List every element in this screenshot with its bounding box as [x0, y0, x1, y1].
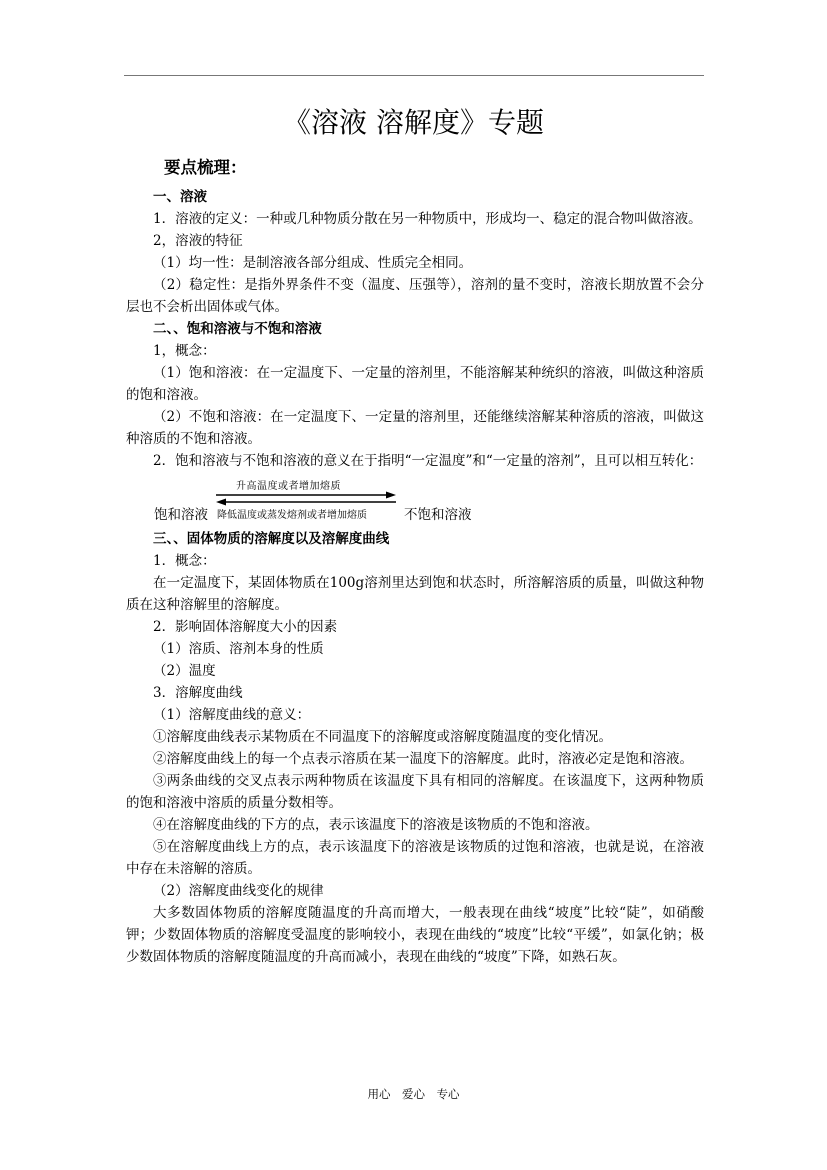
paragraph-group-1: [126, 186, 704, 472]
paragraph: ②溶解度曲线上的每一个点表示溶质在某一温度下的溶解度。此时，溶液必定是饱和溶液。: [153, 751, 693, 767]
paragraph: 1．溶液的定义：一种或几种物质分散在另一种物质中，形成均一、稳定的混合物叫做溶液。: [153, 211, 702, 227]
paragraph-group-2: [126, 528, 704, 968]
paragraph: （2）温度: [153, 663, 216, 679]
paragraph: 一、溶液: [153, 189, 207, 205]
paragraph: 1，概念：: [153, 343, 216, 359]
conversion-diagram: [126, 476, 704, 528]
paragraph: 二、、饱和溶液与不饱和溶液: [153, 321, 322, 337]
paragraph: ③两条曲线的交叉点表示两种物质在该温度下具有相同的溶解度。在该温度下，这两种物质的饱和溶液中溶质的质量分数相等。: [126, 773, 704, 811]
paragraph: （2）稳定性：是指外界条件不变（温度、压强等），溶剂的量不变时，溶液长期放置不会分层也不会析出固体或气体。: [126, 277, 704, 315]
document-title: 《溶液 溶解度》专题: [283, 106, 544, 139]
paragraph: （1）溶解度曲线的意义：: [153, 707, 311, 723]
paragraph: 2．饱和溶液与不饱和溶液的意义在于指明“一定温度”和“一定量的溶剂”，且可以相互转化：: [153, 453, 703, 469]
paragraph: 1．概念：: [153, 553, 216, 569]
diagram-bottom-label: 降低温度或蒸发熔剂或者增加熔质: [217, 510, 367, 521]
unsaturated-solution-label: 不饱和溶液: [404, 507, 472, 523]
paragraph: （2）溶解度曲线变化的规律: [153, 883, 324, 899]
header-rule: [124, 75, 704, 76]
paragraph: 3．溶解度曲线: [153, 685, 243, 701]
saturated-solution-label: 饱和溶液: [154, 507, 208, 523]
paragraph: （1）均一性：是制溶液各部分组成、性质完全相同。: [153, 255, 473, 271]
diagram-top-label: 升高温度或者增加熔质: [236, 481, 341, 492]
paragraph: 大多数固体物质的溶解度随温度的升高而增大，一般表现在曲线“坡度”比较“陡”，如硝酸钾；少数固体物质的溶解度受温度的影响较小，表现在曲线的“坡度”比较“平缓”，如氯化钠；极少数固体物质的溶解度随温度的升高而减小，表现在曲线的“坡度”下降，如熟石灰。: [126, 905, 704, 965]
paragraph: （2）不饱和溶液：在一定温度下、一定量的溶剂里，还能继续溶解某种溶质的溶液，叫做这种溶质的不饱和溶液。: [126, 409, 704, 447]
page-footer: 用心 爱心 专心: [367, 1087, 460, 1101]
paragraph: 在一定温度下，某固体物质在100g溶剂里达到饱和状态时，所溶解溶质的质量，叫做这种物质在这种溶解里的溶解度。: [126, 575, 704, 613]
paragraph: 2，溶液的特征: [153, 233, 243, 249]
paragraph: 2．影响固体溶解度大小的因素: [153, 619, 338, 635]
paragraph: （1）饱和溶液：在一定温度下、一定量的溶剂里，不能溶解某种统织的溶液，叫做这种溶质的饱和溶液。: [126, 365, 704, 403]
paragraph: （1）溶质、溶剂本身的性质: [153, 641, 324, 657]
paragraph: ①溶解度曲线表示某物质在不同温度下的溶解度或溶解度随温度的变化情况。: [153, 729, 612, 745]
paragraph: ⑤在溶解度曲线上方的点，表示该温度下的溶液是该物质的过饱和溶液，也就是说，在溶液中存在未溶解的溶质。: [126, 839, 704, 877]
section-heading: 要点梳理：: [164, 158, 247, 177]
paragraph: ④在溶解度曲线的下方的点，表示该温度下的溶液是该物质的不饱和溶液。: [153, 817, 599, 833]
paragraph: 三、、固体物质的溶解度以及溶解度曲线: [153, 531, 390, 547]
document-body: [126, 186, 704, 968]
